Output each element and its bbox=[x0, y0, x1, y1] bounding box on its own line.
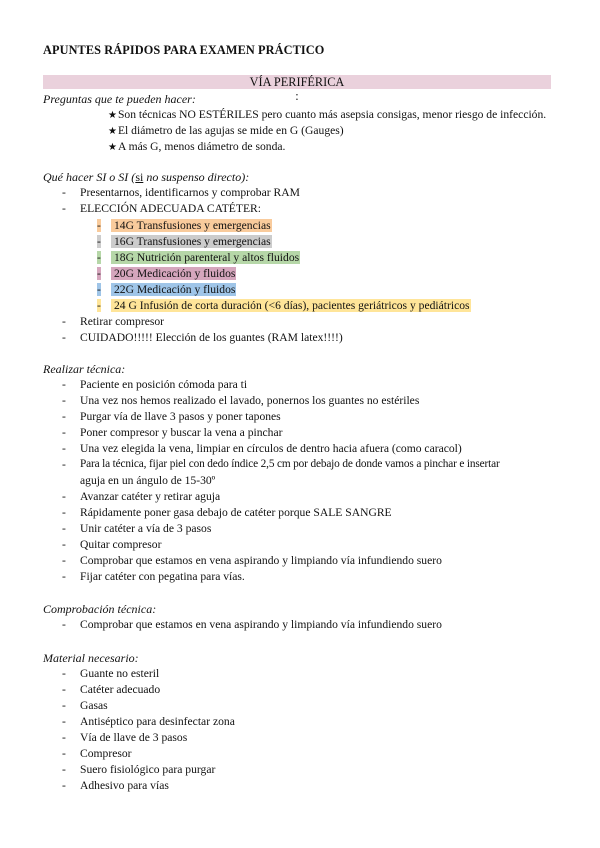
list-item: Paciente en posición cómoda para ti bbox=[80, 378, 248, 391]
bullet-dash: - bbox=[62, 426, 66, 439]
list-item: Compresor bbox=[80, 747, 132, 760]
bullet-dash: - bbox=[62, 490, 66, 503]
list-item: Gasas bbox=[80, 699, 108, 712]
bullet-dash: - bbox=[62, 315, 66, 328]
list-item: ELECCIÓN ADECUADA CATÉTER: bbox=[80, 202, 261, 215]
bullet-dash: - bbox=[62, 699, 66, 712]
list-item: Una vez elegida la vena, limpiar en círculos de dentro hacia afuera (como caracol) bbox=[80, 442, 462, 455]
bullet-dash: - bbox=[62, 538, 66, 551]
list-item: Guante no esteril bbox=[80, 667, 160, 680]
preguntas-heading: Preguntas que te pueden hacer: bbox=[43, 92, 196, 106]
bullet-dash: - bbox=[62, 202, 66, 215]
bullet-dash: - bbox=[62, 779, 66, 792]
bullet-dash: - bbox=[62, 667, 66, 680]
star-item: ★El diámetro de las agujas se mide en G (Gauges) bbox=[108, 124, 344, 137]
banner-label: VÍA PERIFÉRICA : bbox=[249, 75, 345, 103]
que-hacer-heading: Qué hacer SI o SI (si no suspenso directo): bbox=[43, 170, 250, 184]
tecnica-heading: Realizar técnica: bbox=[43, 362, 126, 376]
bullet-dash: - bbox=[62, 186, 66, 199]
list-item: Poner compresor y buscar la vena a pinchar bbox=[80, 426, 283, 439]
bullet-dash: - bbox=[62, 410, 66, 423]
bullet-dash: - bbox=[62, 394, 66, 407]
bullet-dash: - bbox=[62, 554, 66, 567]
bullet-dash: - bbox=[62, 731, 66, 744]
bullet-dash: - bbox=[62, 331, 66, 344]
bullet-dash: - bbox=[62, 618, 66, 631]
list-item: CUIDADO!!!!! Elección de los guantes (RAM latex!!!!) bbox=[80, 331, 343, 344]
bullet-dash: - bbox=[62, 763, 66, 776]
star-item: ★A más G, menos diámetro de sonda. bbox=[108, 140, 286, 153]
bullet-dash: - bbox=[62, 747, 66, 760]
list-item: Fijar catéter con pegatina para vías. bbox=[80, 570, 245, 583]
bullet-dash: - bbox=[62, 522, 66, 535]
list-item: Para la técnica, fijar piel con dedo índice 2,5 cm por debajo de donde vamos a pinchar e insertar bbox=[80, 458, 500, 470]
list-item: Purgar vía de llave 3 pasos y poner tapones bbox=[80, 410, 281, 423]
list-item: Quitar compresor bbox=[80, 538, 162, 551]
list-item: Avanzar catéter y retirar aguja bbox=[80, 490, 221, 503]
list-item: Comprobar que estamos en vena aspirando y limpiando vía infundiendo suero bbox=[80, 554, 442, 567]
list-item: Presentarnos, identificarnos y comprobar RAM bbox=[80, 186, 300, 199]
list-item: Antiséptico para desinfectar zona bbox=[80, 715, 235, 728]
material-heading: Material necesario: bbox=[43, 651, 139, 665]
bullet-dash: - bbox=[62, 442, 66, 455]
list-item: Una vez nos hemos realizado el lavado, ponernos los guantes no estériles bbox=[80, 394, 420, 407]
list-item: Rápidamente poner gasa debajo de catéter porque SALE SANGRE bbox=[80, 506, 392, 519]
list-item: Catéter adecuado bbox=[80, 683, 161, 696]
list-item: Retirar compresor bbox=[80, 315, 165, 328]
comprobacion-heading: Comprobación técnica: bbox=[43, 602, 157, 616]
list-item: Comprobar que estamos en vena aspirando y limpiando vía infundiendo suero bbox=[80, 618, 442, 631]
document-title: APUNTES RÁPIDOS PARA EXAMEN PRÁCTICO bbox=[43, 43, 325, 57]
list-item: Adhesivo para vías bbox=[80, 779, 169, 792]
list-item: Unir catéter a vía de 3 pasos bbox=[80, 522, 212, 535]
list-item: Vía de llave de 3 pasos bbox=[80, 731, 188, 744]
bullet-dash: - bbox=[62, 378, 66, 391]
bullet-dash: - bbox=[62, 570, 66, 583]
list-item: Suero fisiológico para purgar bbox=[80, 763, 216, 776]
bullet-dash: - bbox=[62, 458, 66, 471]
star-item: ★Son técnicas NO ESTÉRILES pero cuanto más asepsia consigas, menor riesgo de infección. bbox=[108, 108, 547, 121]
bullet-dash: - bbox=[62, 715, 66, 728]
bullet-dash: - bbox=[62, 683, 66, 696]
list-item-continuation: aguja en un ángulo de 15-30º bbox=[80, 474, 216, 487]
bullet-dash: - bbox=[62, 506, 66, 519]
